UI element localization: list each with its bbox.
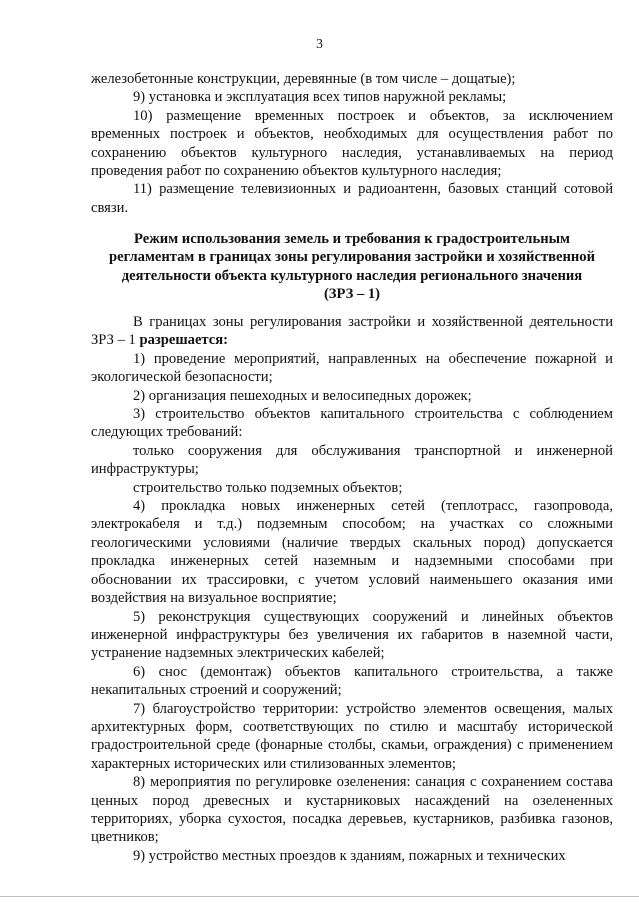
list-subitem: только сооружения для обслуживания транспортной и инженерной инфраструктуры; [91,442,613,478]
list-item-8: 8) мероприятия по регулировке озеленения: санация с сохранением состава ценных пород древесных и кустарниковых насаждений на озелененных территориях, уборка сухостоя, посадка деревьев, кустарников, разбивка газонов, цветников; [91,774,613,846]
list-subitem: строительство только подземных объектов; [133,479,403,496]
intro-text: В границах зоны регулирования застройки и хозяйственной деятельности ЗРЗ – 1 [91,314,613,349]
permitted-list [91,313,613,865]
heading-line: Режим использования земель и требования к градостроительным [134,231,570,247]
heading-line: деятельности объекта культурного наследия регионального значения [121,267,583,284]
list-item-10: 10) размещение временных построек и объектов, за исключением временных построек и объектов, необходимых для осуществления работ по сохранению объектов культурного наследия, устанавливаемых на период проведения работ по сохранению объектов культурного наследия; [91,107,613,180]
section-heading [91,230,613,304]
scan-edge-line [0,896,639,897]
intro-paragraph [91,313,613,350]
list-item-4: 4) прокладка новых инженерных сетей (теплотрасс, газопровода, электрокабеля и т.д.) подземным способом; на участках со сложными геологическими условиями (наличие твердых скальных пород) допускается прокладка инженерных сетей наземным и надземными способами при обосновании их трассировки, с учетом условий наименьшего оказания ими воздействия на визуальное восприятие; [91,498,613,607]
list-item-5: 5) реконструкция существующих сооружений и линейных объектов инженерной инфраструктуры без увеличения их габаритов в наземной части, устранение надземных электрических кабелей; [91,608,613,662]
top-list [91,70,613,217]
list-item-7: 7) благоустройство территории: устройство элементов освещения, малых архитектурных форм, соответствующих по стилю и масштабу исторической градостроительной среде (фонарные столбы, скамьи, ограждения) с применением характерных исторических или стилизованных элементов; [91,700,613,772]
list-item-continuation: железобетонные конструкции, деревянные (в том числе – дощатые); [91,71,516,87]
heading-line: (ЗРЗ – 1) [323,286,381,303]
intro-bold: разрешается: [139,332,229,349]
page-number: 3 [316,37,323,52]
list-item-6: 6) снос (демонтаж) объектов капитального строительства, а также некапитальных строений и сооружений; [91,663,613,699]
list-item-2: 2) организация пешеходных и велосипедных дорожек; [133,387,472,404]
list-item-9: 9) установка и эксплуатация всех типов наружной рекламы; [133,89,507,106]
heading-line: регламентам в границах зоны регулирования застройки и хозяйственной [109,249,595,266]
list-item-11: 11) размещение телевизионных и радиоантенн, базовых станций сотовой связи. [91,181,613,216]
list-item-9-bottom: 9) устройство местных проездов к зданиям, пожарных и технических [133,847,566,864]
list-item-3: 3) строительство объектов капитального строительства с соблюдением следующих требований: [91,406,613,441]
list-item-1: 1) проведение мероприятий, направленных на обеспечение пожарной и экологической безопасности; [91,350,613,386]
